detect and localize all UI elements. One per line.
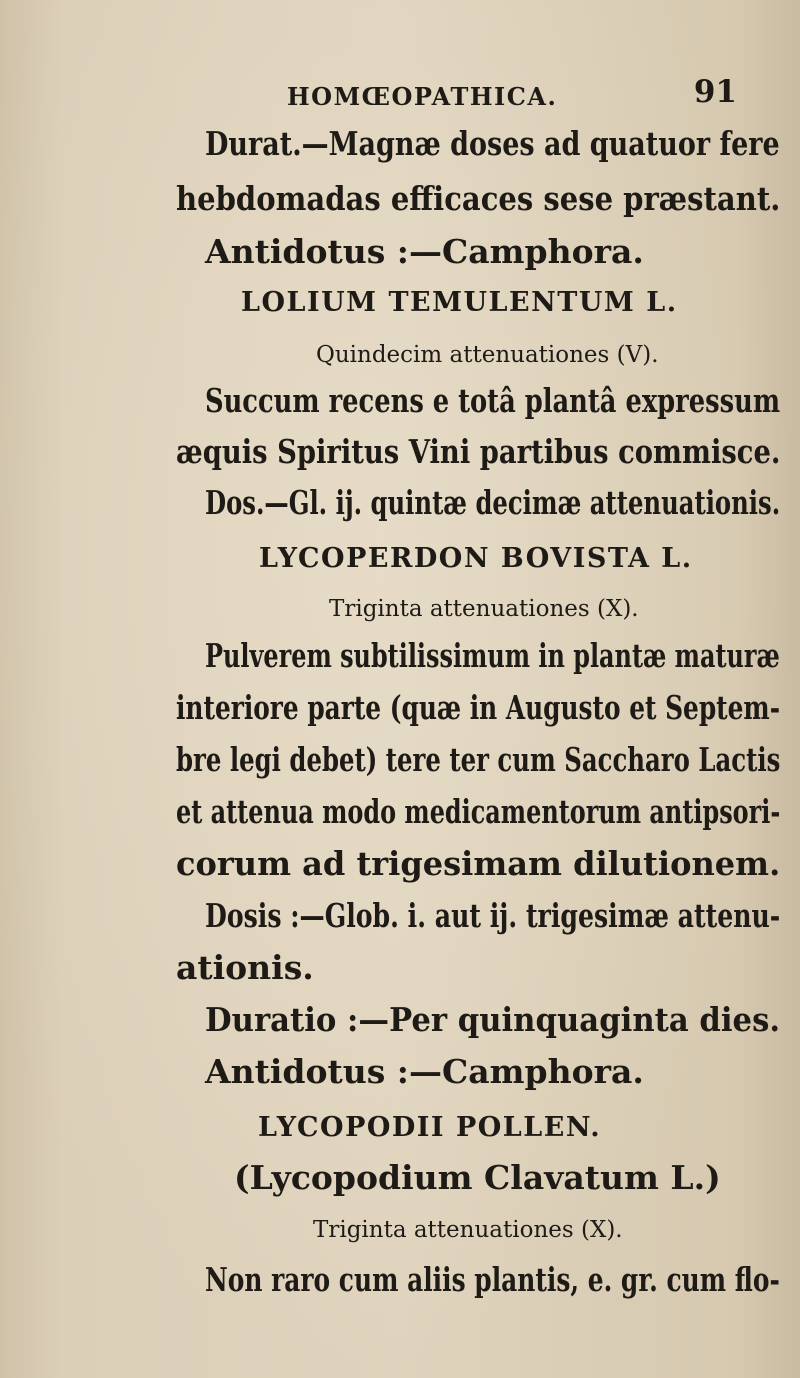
text-line: Duratio :—Per quinquaginta dies. <box>205 1000 781 1039</box>
text-line: Antidotus :—Camphora. <box>205 1052 644 1091</box>
section-heading-lycopodii-alt: (Lycopodium Clavatum L.) <box>234 1158 721 1197</box>
section-heading-lycopodii: LYCOPODII POLLEN. <box>258 1112 602 1143</box>
text-line: Pulverem subtilissimum in plantæ maturæ <box>205 636 780 675</box>
text-line: ationis. <box>176 948 314 987</box>
section-subheading-lycoperdon: Triginta attenuationes (X). <box>329 596 639 622</box>
text-line: Durat.—Magnæ doses ad quatuor fere <box>205 124 780 163</box>
text-line: interiore parte (quæ in Augusto et Septem- <box>176 688 781 727</box>
page-number: 91 <box>693 74 737 110</box>
section-subheading-lolium: Quindecim attenuationes (V). <box>316 342 659 368</box>
text-line: Antidotus :—Camphora. <box>205 232 644 271</box>
text-line: et attenua modo medicamentorum antipsori- <box>176 792 781 831</box>
section-heading-lycoperdon: LYCOPERDON BOVISTA L. <box>259 543 693 574</box>
section-heading-lolium: LOLIUM TEMULENTUM L. <box>241 287 678 318</box>
text-line: æquis Spiritus Vini partibus commisce. <box>176 432 781 471</box>
text-line: hebdomadas efficaces sese præstant. <box>176 179 781 218</box>
text-line: Succum recens e totâ plantâ expressum <box>205 381 781 420</box>
text-line: corum ad trigesimam dilutionem. <box>176 844 781 883</box>
text-line: Non raro cum aliis plantis, e. gr. cum flo- <box>205 1260 780 1299</box>
text-line: Dos.—Gl. ij. quintæ decimæ attenuationis. <box>205 483 781 522</box>
running-head-title: HOMŒOPATHICA. <box>287 82 558 111</box>
running-head <box>287 74 737 110</box>
text-line: Dosis :—Glob. i. aut ij. trigesimæ attenu- <box>205 896 781 935</box>
section-subheading-lycopodii: Triginta attenuationes (X). <box>313 1217 623 1243</box>
text-line: bre legi debet) tere ter cum Saccharo Lactis <box>176 740 781 779</box>
